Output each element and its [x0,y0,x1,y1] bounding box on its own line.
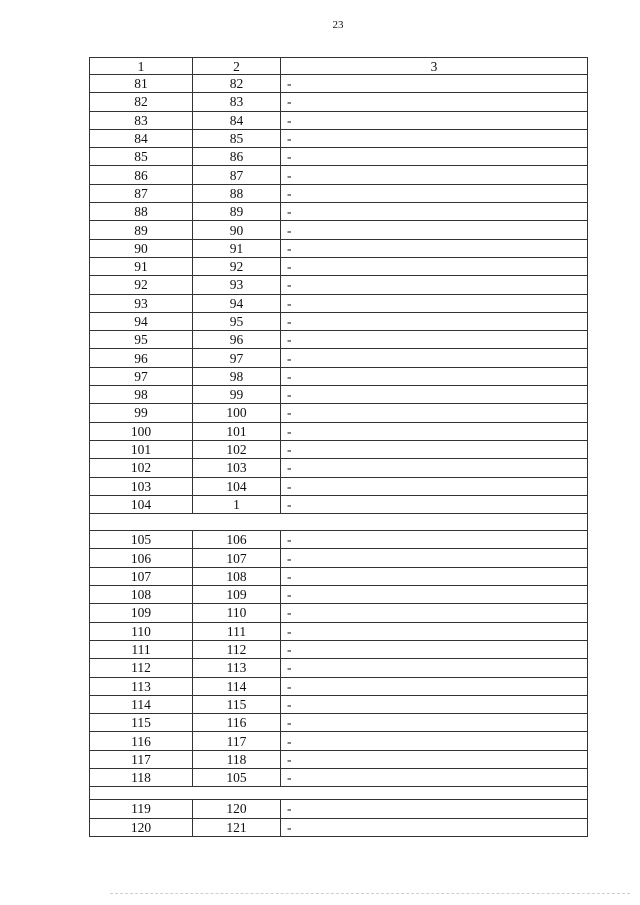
table-row [90,732,588,750]
table-cell-col-3: - [281,714,588,732]
table-cell-col-2: 102 [193,440,281,458]
table-cell-col-2: 98 [193,367,281,385]
table-cell-col-1: 83 [90,111,193,129]
table-row [90,349,588,367]
table-cell-col-3: - [281,440,588,458]
table-row [90,148,588,166]
table-cell-col-1: 90 [90,239,193,257]
table-body [90,75,588,837]
table-cell-col-1: 120 [90,818,193,836]
table-cell-col-3: - [281,184,588,202]
table-cell-col-1: 106 [90,549,193,567]
table-cell-col-3: - [281,294,588,312]
table-cell-col-3: - [281,331,588,349]
table-cell-col-1: 101 [90,440,193,458]
separator-cell [90,787,588,800]
table-cell-col-3: - [281,349,588,367]
table-cell-col-1: 107 [90,567,193,585]
table-cell-col-2: 121 [193,818,281,836]
table-cell-col-3: - [281,459,588,477]
table-row [90,586,588,604]
table-row [90,166,588,184]
table-row [90,257,588,275]
table-cell-col-1: 99 [90,404,193,422]
table-row [90,477,588,495]
table-cell-col-3: - [281,695,588,713]
table-cell-col-1: 96 [90,349,193,367]
table-cell-col-3: - [281,677,588,695]
table-cell-col-2: 88 [193,184,281,202]
table-cell-col-2: 113 [193,659,281,677]
table-cell-col-2: 83 [193,93,281,111]
section-separator-row [90,787,588,800]
table-cell-col-3: - [281,75,588,93]
table-cell-col-3: - [281,659,588,677]
table-cell-col-2: 84 [193,111,281,129]
data-table [89,57,588,837]
table-row [90,750,588,768]
column-header-3: 3 [281,58,588,75]
table-row [90,800,588,818]
table-cell-col-1: 82 [90,93,193,111]
table-row [90,276,588,294]
table-cell-col-3: - [281,750,588,768]
table-row [90,386,588,404]
table-row [90,495,588,513]
table-cell-col-1: 103 [90,477,193,495]
table-cell-col-1: 115 [90,714,193,732]
table-cell-col-1: 87 [90,184,193,202]
table-cell-col-2: 85 [193,129,281,147]
table-cell-col-3: - [281,367,588,385]
table-cell-col-3: - [281,239,588,257]
table-cell-col-1: 92 [90,276,193,294]
table-cell-col-2: 103 [193,459,281,477]
column-header-1: 1 [90,58,193,75]
table-row [90,294,588,312]
table-cell-col-2: 93 [193,276,281,294]
table-cell-col-3: - [281,129,588,147]
table-cell-col-1: 117 [90,750,193,768]
table-row [90,459,588,477]
table-cell-col-3: - [281,800,588,818]
table-cell-col-3: - [281,567,588,585]
table-cell-col-2: 89 [193,203,281,221]
table-row [90,818,588,836]
table-cell-col-3: - [281,203,588,221]
table-cell-col-2: 106 [193,531,281,549]
table-cell-col-2: 120 [193,800,281,818]
table-cell-col-3: - [281,732,588,750]
table-cell-col-1: 119 [90,800,193,818]
table-cell-col-2: 116 [193,714,281,732]
table-cell-col-2: 99 [193,386,281,404]
table-cell-col-1: 105 [90,531,193,549]
table-cell-col-1: 89 [90,221,193,239]
table-cell-col-2: 97 [193,349,281,367]
table-cell-col-3: - [281,111,588,129]
table-cell-col-3: - [281,549,588,567]
table-row [90,422,588,440]
table-cell-col-1: 100 [90,422,193,440]
table-row [90,440,588,458]
table-row [90,203,588,221]
table-cell-col-1: 108 [90,586,193,604]
table-cell-col-2: 118 [193,750,281,768]
table-cell-col-1: 95 [90,331,193,349]
table-cell-col-1: 110 [90,622,193,640]
table-row [90,221,588,239]
table-row [90,659,588,677]
table-row [90,714,588,732]
table-row [90,239,588,257]
table-row [90,604,588,622]
table-cell-col-3: - [281,312,588,330]
table-cell-col-3: - [281,257,588,275]
table-row [90,640,588,658]
table-cell-col-2: 91 [193,239,281,257]
table-cell-col-2: 117 [193,732,281,750]
table-cell-col-3: - [281,221,588,239]
table-cell-col-3: - [281,386,588,404]
table-cell-col-1: 91 [90,257,193,275]
table-cell-col-3: - [281,422,588,440]
table-cell-col-3: - [281,640,588,658]
table-cell-col-1: 86 [90,166,193,184]
table-row [90,404,588,422]
table-row [90,111,588,129]
table-cell-col-3: - [281,531,588,549]
table-cell-col-3: - [281,586,588,604]
table-cell-col-2: 87 [193,166,281,184]
table-cell-col-3: - [281,148,588,166]
table-cell-col-3: - [281,404,588,422]
table-cell-col-1: 109 [90,604,193,622]
table-row [90,184,588,202]
table-cell-col-2: 96 [193,331,281,349]
table-cell-col-2: 94 [193,294,281,312]
table-row [90,531,588,549]
table-cell-col-2: 107 [193,549,281,567]
table-cell-col-2: 105 [193,768,281,786]
table-row [90,331,588,349]
table-cell-col-1: 111 [90,640,193,658]
table-cell-col-1: 116 [90,732,193,750]
table-row [90,312,588,330]
column-header-2: 2 [193,58,281,75]
table-cell-col-1: 81 [90,75,193,93]
table-cell-col-1: 97 [90,367,193,385]
table-cell-col-2: 95 [193,312,281,330]
table-cell-col-1: 104 [90,495,193,513]
table-cell-col-1: 93 [90,294,193,312]
table-cell-col-2: 112 [193,640,281,658]
table-cell-col-1: 118 [90,768,193,786]
table-cell-col-3: - [281,93,588,111]
table-cell-col-2: 82 [193,75,281,93]
table-cell-col-3: - [281,604,588,622]
table-cell-col-3: - [281,768,588,786]
table-cell-col-2: 86 [193,148,281,166]
table-cell-col-2: 108 [193,567,281,585]
table-row [90,549,588,567]
table-cell-col-3: - [281,495,588,513]
header-row [90,58,588,75]
table-row [90,567,588,585]
table-row [90,75,588,93]
table-cell-col-2: 100 [193,404,281,422]
table-cell-col-3: - [281,622,588,640]
table-cell-col-1: 98 [90,386,193,404]
table-cell-col-2: 115 [193,695,281,713]
table-cell-col-2: 90 [193,221,281,239]
table-row [90,367,588,385]
table-cell-col-1: 88 [90,203,193,221]
table-row [90,768,588,786]
table-cell-col-1: 113 [90,677,193,695]
table-cell-col-2: 92 [193,257,281,275]
table-cell-col-2: 111 [193,622,281,640]
table-cell-col-2: 104 [193,477,281,495]
table-row [90,93,588,111]
table-cell-col-2: 1 [193,495,281,513]
table-cell-col-2: 110 [193,604,281,622]
section-separator-row [90,514,588,531]
table-row [90,677,588,695]
table-cell-col-1: 85 [90,148,193,166]
table-cell-col-3: - [281,477,588,495]
table-cell-col-3: - [281,276,588,294]
table-cell-col-1: 112 [90,659,193,677]
table-row [90,129,588,147]
page-number: 23 [332,19,344,31]
scan-artifact-line [110,893,630,898]
table-cell-col-1: 94 [90,312,193,330]
table-cell-col-1: 84 [90,129,193,147]
table-cell-col-1: 102 [90,459,193,477]
table-row [90,695,588,713]
table-cell-col-3: - [281,818,588,836]
table-cell-col-3: - [281,166,588,184]
table-cell-col-2: 109 [193,586,281,604]
separator-cell [90,514,588,531]
table-cell-col-2: 114 [193,677,281,695]
table-row [90,622,588,640]
table-header [90,58,588,75]
table-cell-col-2: 101 [193,422,281,440]
table-cell-col-1: 114 [90,695,193,713]
